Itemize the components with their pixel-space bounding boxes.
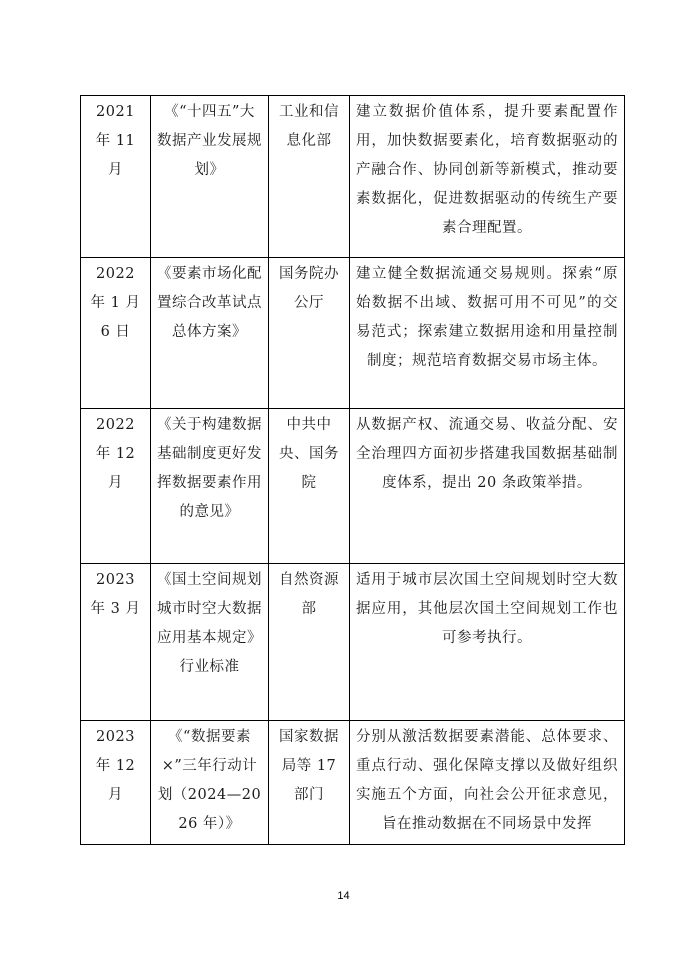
policy-title-cell: 《关于构建数据基础制度更好发挥数据要素作用的意见》 bbox=[151, 409, 269, 564]
description-cell: 建立数据价值体系，提升要素配置作用，加快数据要素化，培育数据驱动的产融合作、协同创新等新模式，推动要素数据化，促进数据驱动的传统生产要素合理配置。 bbox=[350, 96, 625, 258]
issuer-cell: 自然资源部 bbox=[269, 564, 350, 721]
table-row bbox=[81, 564, 625, 721]
policy-title-cell: 《“数据要素×”三年行动计划（2024—2026 年）》 bbox=[151, 721, 269, 845]
issuer-cell: 中共中央、国务院 bbox=[269, 409, 350, 564]
date-cell: 2022 年 12 月 bbox=[81, 409, 151, 564]
table-row bbox=[81, 409, 625, 564]
table-row bbox=[81, 721, 625, 845]
description-cell: 适用于城市层次国土空间规划时空大数据应用，其他层次国土空间规划工作也可参考执行。 bbox=[350, 564, 625, 721]
policy-title-cell: 《“十四五”大数据产业发展规划》 bbox=[151, 96, 269, 258]
date-cell: 2022 年 1 月 6 日 bbox=[81, 258, 151, 409]
description-cell: 从数据产权、流通交易、收益分配、安全治理四方面初步搭建我国数据基础制度体系，提出 20 条政策举措。 bbox=[350, 409, 625, 564]
policy-table bbox=[80, 95, 625, 845]
issuer-cell: 国家数据局等 17 部门 bbox=[269, 721, 350, 845]
issuer-cell: 工业和信息化部 bbox=[269, 96, 350, 258]
description-cell: 建立健全数据流通交易规则。探索“原始数据不出域、数据可用不可见”的交易范式；探索建立数据用途和用量控制制度；规范培育数据交易市场主体。 bbox=[350, 258, 625, 409]
table-row bbox=[81, 96, 625, 258]
date-cell: 2023 年 12 月 bbox=[81, 721, 151, 845]
policy-title-cell: 《国土空间规划城市时空大数据应用基本规定》行业标准 bbox=[151, 564, 269, 721]
date-cell: 2021 年 11 月 bbox=[81, 96, 151, 258]
table-row bbox=[81, 258, 625, 409]
issuer-cell: 国务院办公厅 bbox=[269, 258, 350, 409]
description-cell: 分别从激活数据要素潜能、总体要求、重点行动、强化保障支撑以及做好组织实施五个方面，向社会公开征求意见，旨在推动数据在不同场景中发挥 bbox=[350, 721, 625, 845]
page-number: 14 bbox=[337, 890, 350, 902]
policy-title-cell: 《要素市场化配置综合改革试点总体方案》 bbox=[151, 258, 269, 409]
date-cell: 2023 年 3 月 bbox=[81, 564, 151, 721]
